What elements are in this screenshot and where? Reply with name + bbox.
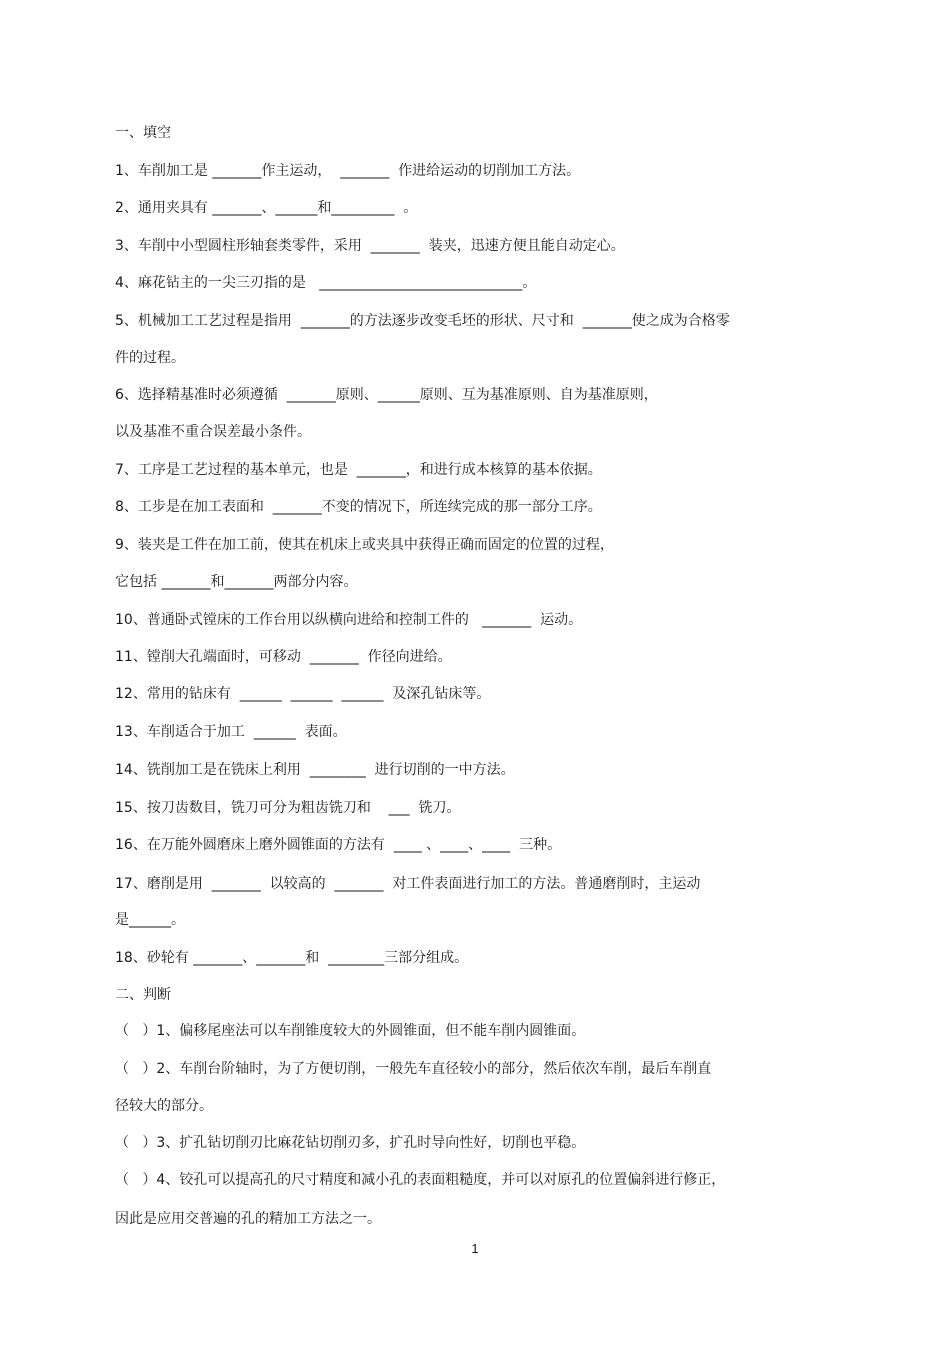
section-title-true-false: 二、判断: [115, 987, 171, 1003]
question-17-line-2: 是______。: [115, 912, 185, 928]
question-17-line-1: 17、磨削是用 _______ 以较高的 _______ 对工件表面进行加工的方法。普通磨削时，主运动: [115, 876, 701, 892]
question-9-line-1: 9、装夹是工件在加工前，使其在机床上或夹具中获得正确而固定的位置的过程，: [115, 537, 614, 553]
question-11: 11、镗削大孔端面时，可移动 _______ 作径向进给。: [115, 649, 452, 665]
question-5-line-2: 件的过程。: [115, 350, 185, 366]
judgement-2-line-2: 径较大的部分。: [115, 1098, 213, 1114]
page-number: 1: [471, 1241, 479, 1256]
question-3: 3、车削中小型圆柱形轴套类零件，采用 _______ 装夹，迅速方便且能自动定心。: [115, 238, 625, 254]
question-12: 12、常用的钻床有 ______ ______ ______ 及深孔钻床等。: [115, 686, 491, 702]
question-6-line-2: 以及基准不重合误差最小条件。: [115, 424, 311, 440]
question-13: 13、车削适合于加工 ______ 表面。: [115, 724, 347, 740]
question-1: 1、车削加工是 _______作主运动， _______ 作进给运动的切削加工方法。: [115, 163, 581, 179]
judgement-3: （ ）3、扩孔钻切削刃比麻花钻切削刃多，扩孔时导向性好，切削也平稳。: [115, 1135, 586, 1151]
question-5-line-1: 5、机械加工工艺过程是指用 _______的方法逐步改变毛坯的形状、尺寸和 _______使之成为合格零: [115, 313, 730, 329]
question-8: 8、工步是在加工表面和 _______不变的情况下，所连续完成的那一部分工序。: [115, 499, 602, 515]
question-9-line-2: 它包括 _______和_______两部分内容。: [115, 574, 358, 590]
judgement-4-line-2: 因此是应用交普遍的孔的精加工方法之一。: [115, 1211, 381, 1227]
judgement-2-line-1: （ ）2、车削台阶轴时，为了方便切削，一般先车直径较小的部分，然后依次车削，最后车削直: [115, 1061, 712, 1077]
question-6-line-1: 6、选择精基准时必须遵循 _______原则、______原则、互为基准原则、自为基准原则，: [115, 387, 658, 403]
judgement-1: （ ）1、偏移尾座法可以车削锥度较大的外圆锥面，但不能车削内圆锥面。: [115, 1023, 586, 1039]
question-2: 2、通用夹具有 _______、______和_________ 。: [115, 200, 418, 216]
question-4: 4、麻花钻主的一尖三刃指的是 _____________________________。: [115, 275, 537, 291]
question-10: 10、普通卧式镗床的工作台用以纵横向进给和控制工件的 _______ 运动。: [115, 612, 583, 628]
question-14: 14、铣削加工是在铣床上利用 ________ 进行切削的一中方法。: [115, 762, 515, 778]
question-16: 16、在万能外圆磨床上磨外圆锥面的方法有 ____ 、____、____ 三种。: [115, 837, 562, 853]
question-7: 7、工序是工艺过程的基本单元，也是 _______，和进行成本核算的基本依据。: [115, 462, 602, 478]
question-15: 15、按刀齿数目，铣刀可分为粗齿铣刀和 ___ 铣刀。: [115, 800, 461, 816]
judgement-4-line-1: （ ）4、铰孔可以提高孔的尺寸精度和减小孔的表面粗糙度，并可以对原孔的位置偏斜进行修正，: [115, 1172, 726, 1188]
section-title-fill-blank: 一、填空: [115, 125, 171, 141]
question-18: 18、砂轮有 _______、_______和 ________三部分组成。: [115, 950, 469, 966]
